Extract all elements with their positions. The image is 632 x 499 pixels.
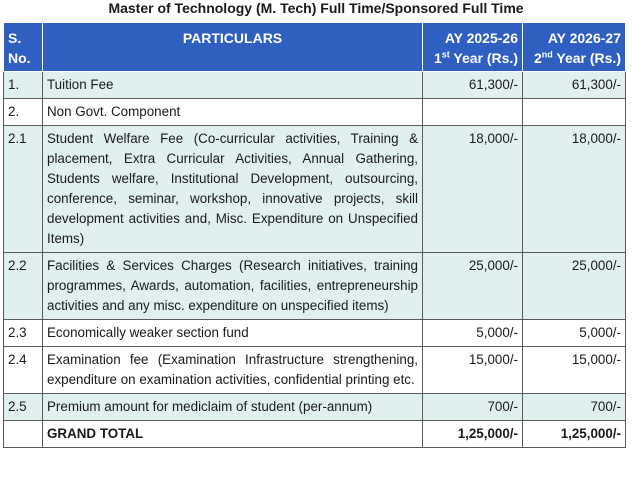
table-row [4, 126, 626, 253]
row-ay1-amount: 18,000/- [423, 126, 523, 253]
header-ay1-line1: AY 2025-26 [444, 30, 518, 46]
row-ay2-amount [523, 99, 626, 126]
header-ay1-year-sup: st [441, 49, 450, 60]
header-ay2-year-num: 2 [533, 50, 542, 66]
row-particular: Premium amount for mediclaim of student (per-annum) [43, 394, 423, 421]
row-sno: 2.4 [4, 347, 43, 394]
row-sno: 1. [4, 72, 43, 99]
row-sno: 2.5 [4, 394, 43, 421]
row-sno: 2.3 [4, 320, 43, 347]
row-sno: 2.1 [4, 126, 43, 253]
row-ay2-amount: 25,000/- [523, 253, 626, 320]
row-ay2-amount: 5,000/- [523, 320, 626, 347]
row-sno: 2.2 [4, 253, 43, 320]
header-ay1 [423, 23, 523, 72]
total-sno [4, 421, 43, 448]
table-header-row [4, 23, 626, 72]
row-particular: Tuition Fee [43, 72, 423, 99]
header-sno-line1: S. [8, 30, 22, 46]
row-particular: Economically weaker section fund [43, 320, 423, 347]
header-ay2-year-sup: nd [541, 49, 553, 60]
page-title: Master of Technology (M. Tech) Full Time/Sponsored Full Time [108, 0, 524, 16]
total-ay1-amount: 1,25,000/- [423, 421, 523, 448]
row-ay1-amount [423, 99, 523, 126]
header-sno-line2: No. [8, 50, 31, 66]
header-ay2-line1: AY 2026-27 [547, 30, 621, 46]
header-sno [4, 23, 43, 72]
table-row [4, 347, 626, 394]
header-ay2-year-rest: Year (Rs.) [552, 50, 621, 66]
row-particular: Facilities & Services Charges (Research initiatives, training programmes, Awards, automation, facilities, entrepreneurship activities and any misc. expenditure on unspecified items) [43, 253, 423, 320]
row-ay2-amount: 700/- [523, 394, 626, 421]
table-row [4, 72, 626, 99]
row-ay2-amount: 61,300/- [523, 72, 626, 99]
header-ay1-year-num: 1 [433, 50, 442, 66]
table-row [4, 253, 626, 320]
table-row [4, 99, 626, 126]
row-ay1-amount: 25,000/- [423, 253, 523, 320]
fee-table [3, 22, 626, 448]
row-ay1-amount: 5,000/- [423, 320, 523, 347]
total-ay2-amount: 1,25,000/- [523, 421, 626, 448]
table-row [4, 394, 626, 421]
row-ay2-amount: 18,000/- [523, 126, 626, 253]
header-ay1-year-rest: Year (Rs.) [449, 50, 518, 66]
row-ay1-amount: 61,300/- [423, 72, 523, 99]
header-ay2 [523, 23, 626, 72]
row-ay1-amount: 15,000/- [423, 347, 523, 394]
total-label: GRAND TOTAL [43, 421, 423, 448]
row-sno: 2. [4, 99, 43, 126]
grand-total-row [4, 421, 626, 448]
row-particular: Student Welfare Fee (Co-curricular activities, Training & placement, Extra Curricular Activities, Annual Gathering, Students welfare, Institutional Development, outsourcing, conference, seminar, workshop, innovative projects, skill development activities and, Misc. Expenditure on Unspecified Items) [43, 126, 423, 253]
header-particulars: PARTICULARS [43, 23, 423, 72]
row-ay1-amount: 700/- [423, 394, 523, 421]
row-particular: Non Govt. Component [43, 99, 423, 126]
table-row [4, 320, 626, 347]
row-ay2-amount: 15,000/- [523, 347, 626, 394]
row-particular: Examination fee (Examination Infrastructure strengthening, expenditure on examination activities, confidential printing etc. [43, 347, 423, 394]
